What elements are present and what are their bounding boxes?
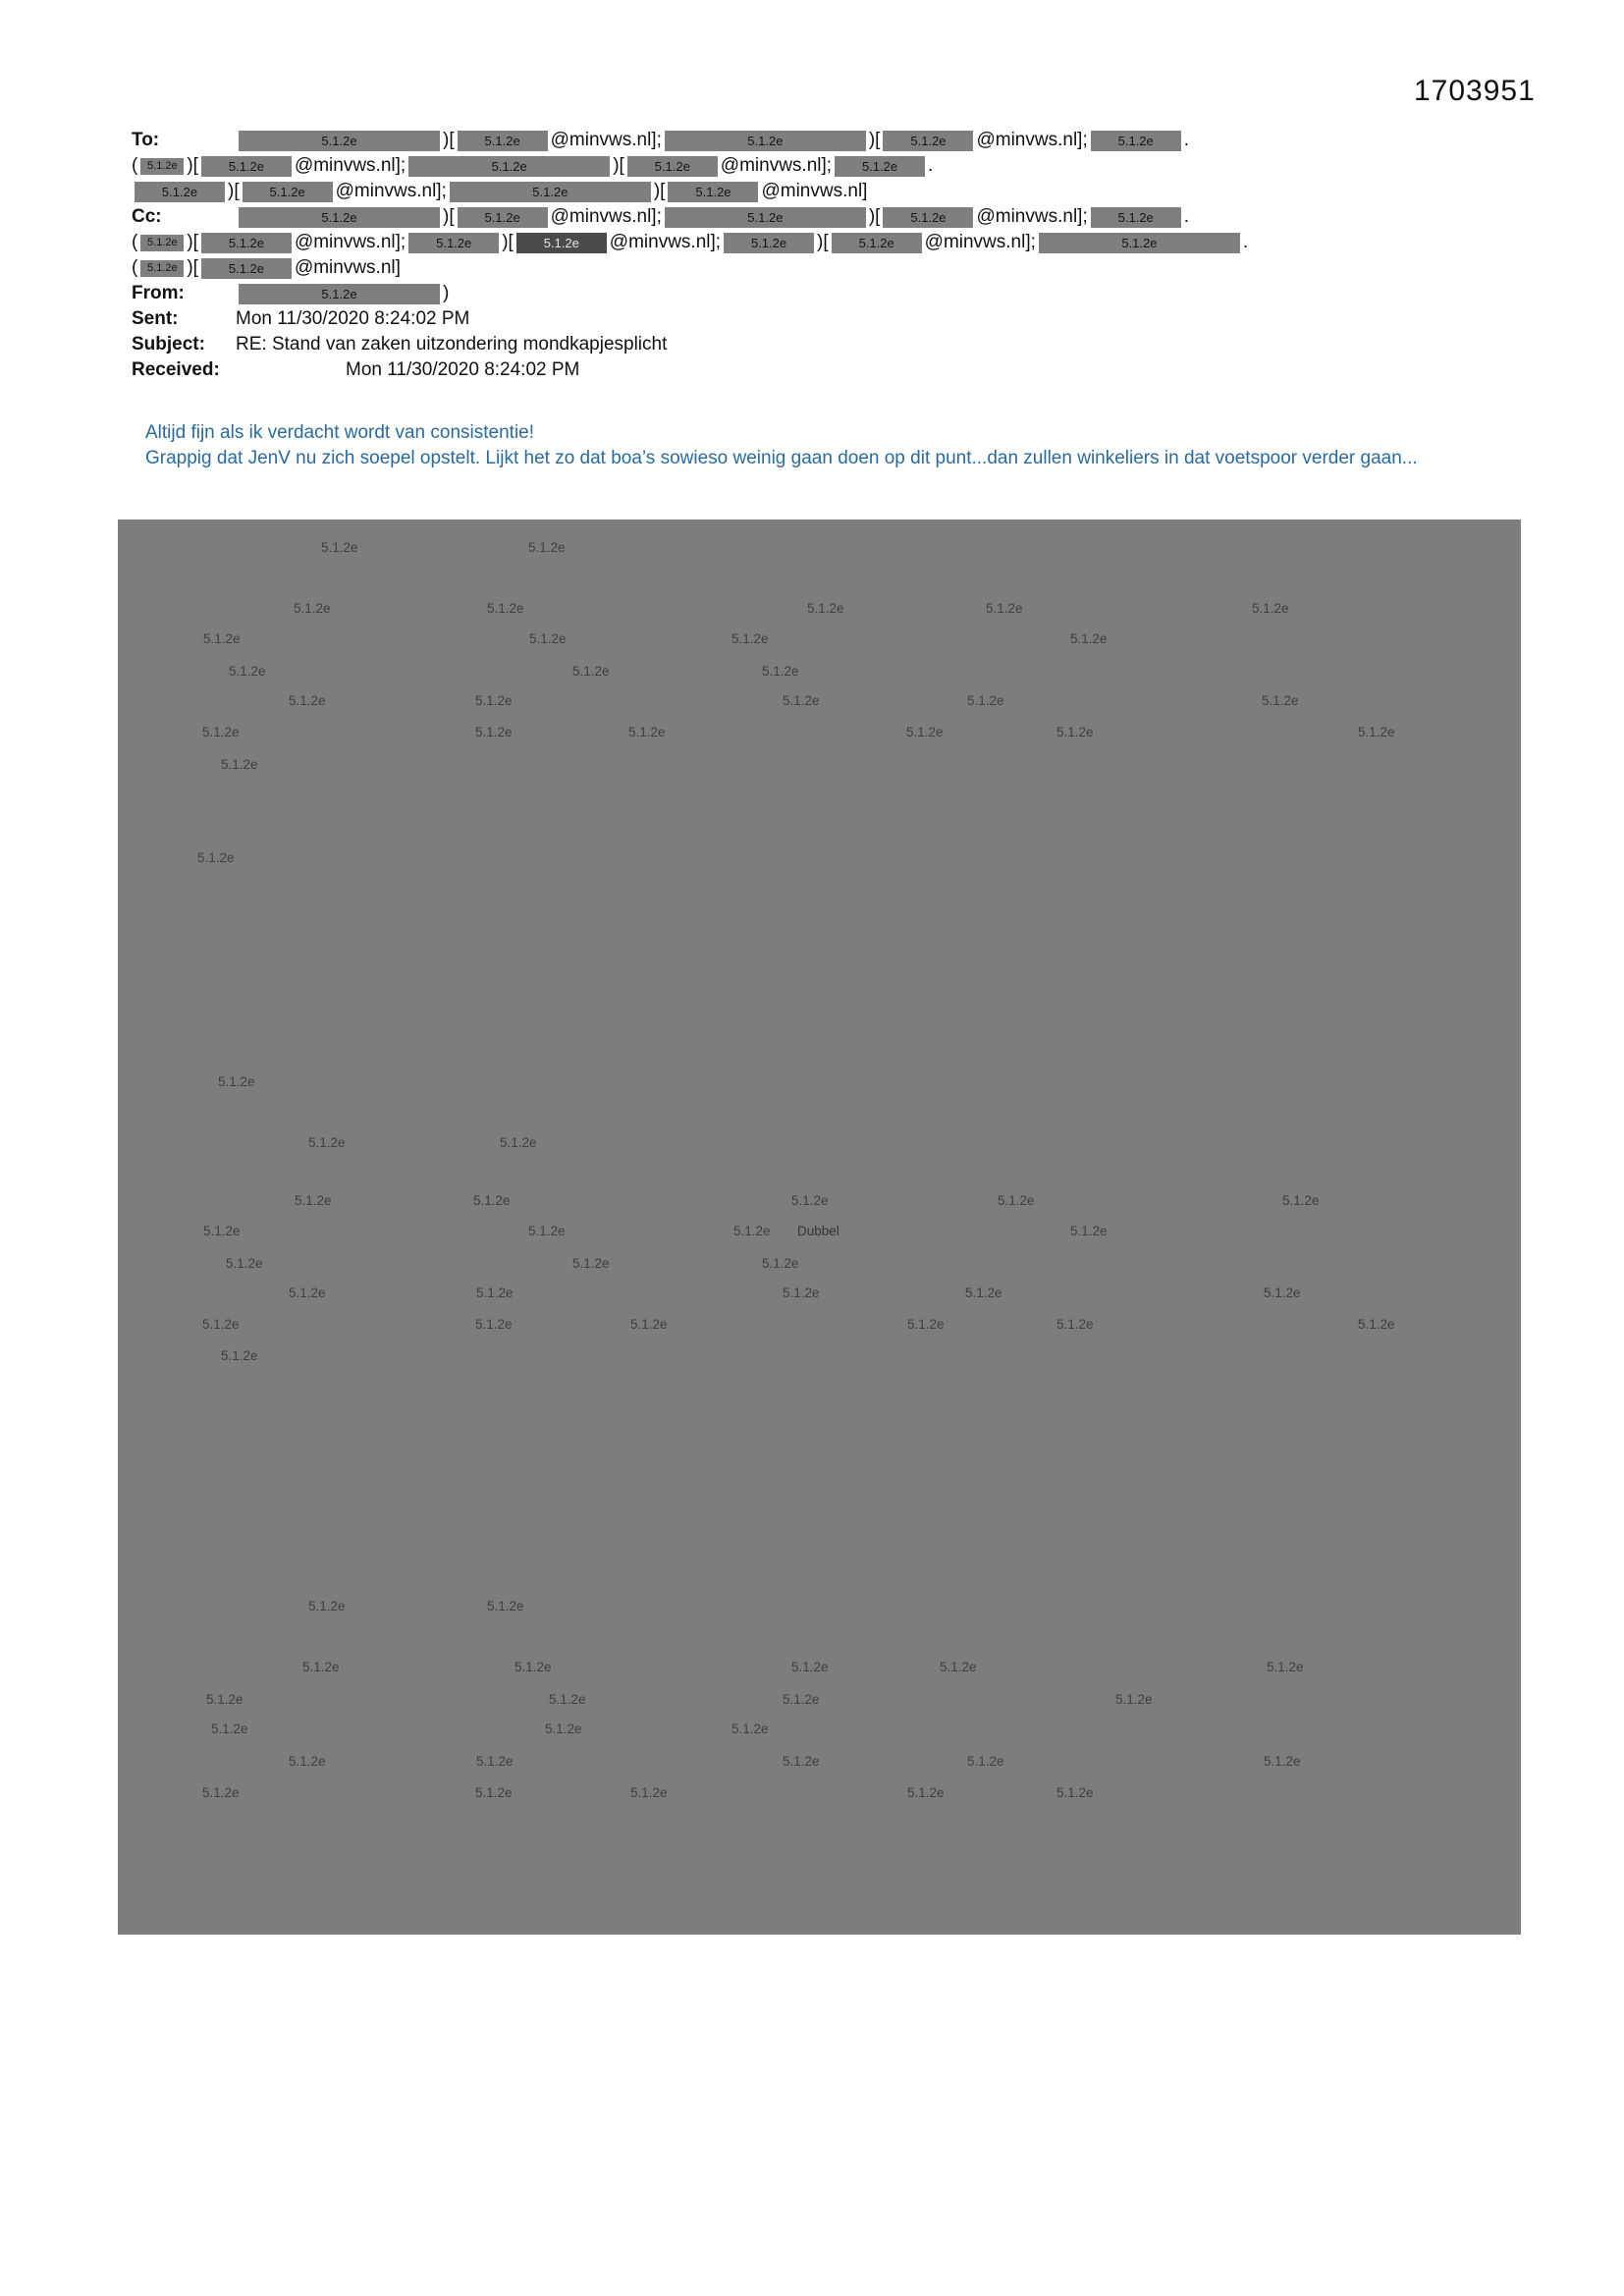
header-line bbox=[132, 357, 1526, 383]
redaction-marker: 5.1.2e bbox=[289, 1754, 326, 1769]
redaction-marker: 5.1.2e bbox=[1358, 725, 1395, 739]
redaction-marker: 5.1.2e bbox=[791, 1193, 829, 1208]
redaction-marker: 5.1.2e bbox=[528, 1224, 566, 1238]
redaction-marker: 5.1.2e bbox=[762, 1256, 799, 1271]
header-text: @minvws.nl] bbox=[761, 181, 868, 201]
header-line bbox=[132, 204, 1526, 230]
redaction-marker: 5.1.2e bbox=[807, 601, 844, 616]
redaction-marker: 5.1.2e bbox=[202, 1317, 240, 1332]
redaction-marker: 5.1.2e bbox=[907, 1317, 945, 1332]
redaction-chip: 5.1.2e bbox=[1039, 233, 1240, 253]
redaction-marker: 5.1.2e bbox=[202, 725, 240, 739]
redaction-marker: 5.1.2e bbox=[965, 1285, 1002, 1300]
redaction-marker: 5.1.2e bbox=[295, 1193, 332, 1208]
redaction-chip: 5.1.2e bbox=[408, 233, 499, 253]
header-text: @minvws.nl]; bbox=[720, 155, 833, 176]
header-text: )[ bbox=[443, 130, 455, 150]
document-number: 1703951 bbox=[1414, 75, 1536, 107]
header-text: Mon 11/30/2020 8:24:02 PM bbox=[346, 359, 580, 380]
redaction-marker: 5.1.2e bbox=[1056, 725, 1094, 739]
redaction-marker: 5.1.2e bbox=[733, 1224, 771, 1238]
redaction-marker: 5.1.2e bbox=[998, 1193, 1035, 1208]
email-body-intro bbox=[145, 420, 1451, 471]
header-text: @minvws.nl]; bbox=[550, 130, 662, 150]
redaction-marker: 5.1.2e bbox=[475, 725, 513, 739]
header-text: @minvws.nl] bbox=[294, 257, 401, 278]
redaction-chip: 5.1.2e bbox=[201, 258, 292, 279]
redaction-marker: 5.1.2e bbox=[572, 1256, 610, 1271]
redaction-marker: 5.1.2e bbox=[940, 1660, 977, 1674]
email-header bbox=[132, 128, 1526, 383]
redaction-marker: 5.1.2e bbox=[487, 1599, 524, 1613]
redaction-marker: 5.1.2e bbox=[1070, 631, 1108, 646]
header-text: @minvws.nl]; bbox=[294, 155, 406, 176]
redaction-marker: 5.1.2e bbox=[476, 1285, 514, 1300]
redaction-marker: 5.1.2e bbox=[783, 1285, 820, 1300]
header-text: )[ bbox=[187, 232, 198, 252]
redaction-marker: 5.1.2e bbox=[475, 1317, 513, 1332]
redaction-marker: 5.1.2e bbox=[545, 1722, 582, 1736]
redaction-marker: 5.1.2e bbox=[549, 1692, 586, 1707]
redaction-marker: 5.1.2e bbox=[1264, 1754, 1301, 1769]
redaction-marker: 5.1.2e bbox=[731, 1722, 769, 1736]
redaction-chip: 5.1.2e bbox=[239, 131, 440, 151]
redaction-marker: 5.1.2e bbox=[218, 1074, 255, 1089]
redaction-marker: 5.1.2e bbox=[967, 693, 1004, 708]
redaction-chip: 5.1.2e bbox=[883, 207, 973, 228]
redaction-marker: 5.1.2e bbox=[221, 1348, 258, 1363]
redaction-marker: 5.1.2e bbox=[308, 1135, 346, 1150]
redaction-chip: 5.1.2e bbox=[665, 131, 866, 151]
redaction-marker: 5.1.2e bbox=[986, 601, 1023, 616]
header-line bbox=[132, 179, 1526, 204]
redaction-marker: 5.1.2e bbox=[229, 664, 266, 679]
unredacted-word: Dubbel bbox=[797, 1224, 839, 1238]
redaction-chip: 5.1.2e bbox=[408, 156, 610, 177]
redaction-marker: 5.1.2e bbox=[762, 664, 799, 679]
redaction-marker: 5.1.2e bbox=[289, 1285, 326, 1300]
redaction-marker: 5.1.2e bbox=[514, 1660, 552, 1674]
redaction-chip: 5.1.2e bbox=[140, 235, 184, 251]
redaction-marker: 5.1.2e bbox=[294, 601, 331, 616]
header-field-label: From: bbox=[132, 283, 185, 303]
redaction-chip: 5.1.2e bbox=[140, 260, 184, 277]
redaction-chip: 5.1.2e bbox=[1091, 131, 1181, 151]
redaction-marker: 5.1.2e bbox=[967, 1754, 1004, 1769]
header-text: )[ bbox=[187, 257, 198, 278]
redaction-chip: 5.1.2e bbox=[201, 156, 292, 177]
redaction-marker: 5.1.2e bbox=[783, 1692, 820, 1707]
redaction-marker: 5.1.2e bbox=[202, 1785, 240, 1800]
redaction-marker: 5.1.2e bbox=[783, 693, 820, 708]
redaction-marker: 5.1.2e bbox=[630, 1317, 668, 1332]
redaction-chip: 5.1.2e bbox=[239, 284, 440, 304]
header-text: Mon 11/30/2020 8:24:02 PM bbox=[236, 308, 470, 329]
redaction-marker: 5.1.2e bbox=[907, 1785, 945, 1800]
header-line bbox=[132, 255, 1526, 281]
redaction-marker: 5.1.2e bbox=[783, 1754, 820, 1769]
header-text: ( bbox=[132, 155, 138, 176]
redaction-chip: 5.1.2e bbox=[201, 233, 292, 253]
redaction-marker: 5.1.2e bbox=[572, 664, 610, 679]
redaction-marker: 5.1.2e bbox=[476, 1754, 514, 1769]
redaction-chip: 5.1.2e bbox=[516, 233, 607, 253]
redaction-marker: 5.1.2e bbox=[475, 693, 513, 708]
redaction-marker: 5.1.2e bbox=[1282, 1193, 1320, 1208]
redaction-marker: 5.1.2e bbox=[1056, 1785, 1094, 1800]
intro-line-2: Grappig dat JenV nu zich soepel opstelt. Lijkt het zo dat boa’s sowieso weinig gaan doen op dit punt...dan zullen winkeliers in dat voetspoor verder gaan... bbox=[145, 448, 1418, 468]
header-field-label: To: bbox=[132, 130, 160, 150]
redaction-marker: 5.1.2e bbox=[211, 1722, 248, 1736]
redaction-marker: 5.1.2e bbox=[500, 1135, 537, 1150]
header-text: )[ bbox=[228, 181, 240, 201]
redaction-marker: 5.1.2e bbox=[1358, 1317, 1395, 1332]
header-text: ( bbox=[132, 257, 138, 278]
redaction-marker: 5.1.2e bbox=[1267, 1660, 1304, 1674]
header-field-label: Received: bbox=[132, 359, 220, 380]
header-text: )[ bbox=[868, 206, 881, 227]
redaction-chip: 5.1.2e bbox=[239, 207, 440, 228]
redaction-chip: 5.1.2e bbox=[140, 158, 184, 175]
header-text: @minvws.nl]; bbox=[335, 181, 447, 201]
intro-line-1: Altijd fijn als ik verdacht wordt van consistentie! bbox=[145, 422, 535, 443]
redaction-marker: 5.1.2e bbox=[221, 757, 258, 772]
header-text: )[ bbox=[817, 232, 829, 252]
header-text: RE: Stand van zaken uitzondering mondkapjesplicht bbox=[236, 334, 668, 355]
header-text: )[ bbox=[653, 181, 666, 201]
header-text: )[ bbox=[443, 206, 455, 227]
redaction-marker: 5.1.2e bbox=[630, 1785, 668, 1800]
redaction-marker: 5.1.2e bbox=[791, 1660, 829, 1674]
header-line bbox=[132, 128, 1526, 153]
header-text: . bbox=[928, 155, 934, 176]
redaction-marker: 5.1.2e bbox=[529, 631, 567, 646]
header-text: @minvws.nl]; bbox=[550, 206, 662, 227]
header-text: @minvws.nl]; bbox=[294, 232, 406, 252]
header-text: )[ bbox=[187, 155, 198, 176]
redaction-marker: 5.1.2e bbox=[203, 1224, 241, 1238]
redaction-marker: 5.1.2e bbox=[308, 1599, 346, 1613]
redaction-marker: 5.1.2e bbox=[1070, 1224, 1108, 1238]
header-text: . bbox=[1183, 206, 1189, 227]
redaction-marker: 5.1.2e bbox=[203, 631, 241, 646]
redaction-marker: 5.1.2e bbox=[906, 725, 944, 739]
header-text: )[ bbox=[502, 232, 514, 252]
header-line bbox=[132, 153, 1526, 179]
redaction-marker: 5.1.2e bbox=[1056, 1317, 1094, 1332]
header-field-label: Subject: bbox=[132, 334, 205, 355]
header-text: )[ bbox=[613, 155, 624, 176]
header-text: ( bbox=[132, 232, 138, 252]
header-text: @minvws.nl]; bbox=[976, 206, 1088, 227]
redaction-marker: 5.1.2e bbox=[731, 631, 769, 646]
header-line bbox=[132, 306, 1526, 332]
redaction-marker: 5.1.2e bbox=[1252, 601, 1289, 616]
redaction-chip: 5.1.2e bbox=[450, 182, 651, 202]
redaction-chip: 5.1.2e bbox=[724, 233, 814, 253]
header-text: ) bbox=[443, 283, 450, 303]
redaction-marker: 5.1.2e bbox=[1115, 1692, 1153, 1707]
redaction-chip: 5.1.2e bbox=[1091, 207, 1181, 228]
header-field-label: Sent: bbox=[132, 308, 179, 329]
redaction-marker: 5.1.2e bbox=[628, 725, 666, 739]
redaction-chip: 5.1.2e bbox=[458, 207, 548, 228]
header-line bbox=[132, 281, 1526, 306]
redaction-marker: 5.1.2e bbox=[206, 1692, 244, 1707]
redaction-marker: 5.1.2e bbox=[289, 693, 326, 708]
redaction-marker: 5.1.2e bbox=[1264, 1285, 1301, 1300]
redaction-marker: 5.1.2e bbox=[473, 1193, 511, 1208]
redaction-marker: 5.1.2e bbox=[226, 1256, 263, 1271]
header-text: . bbox=[1183, 130, 1189, 150]
header-text: . bbox=[1242, 232, 1249, 252]
redaction-chip: 5.1.2e bbox=[832, 233, 922, 253]
header-text: @minvws.nl]; bbox=[976, 130, 1088, 150]
redaction-chip: 5.1.2e bbox=[135, 182, 225, 202]
header-line bbox=[132, 230, 1526, 255]
redaction-chip: 5.1.2e bbox=[665, 207, 866, 228]
redaction-chip: 5.1.2e bbox=[883, 131, 973, 151]
redacted-block bbox=[118, 519, 1521, 1935]
redaction-marker: 5.1.2e bbox=[302, 1660, 340, 1674]
redaction-chip: 5.1.2e bbox=[668, 182, 758, 202]
redaction-marker: 5.1.2e bbox=[487, 601, 524, 616]
redaction-marker: 5.1.2e bbox=[1262, 693, 1299, 708]
header-field-label: Cc: bbox=[132, 206, 162, 227]
header-line bbox=[132, 332, 1526, 357]
header-text: @minvws.nl]; bbox=[609, 232, 722, 252]
header-text: @minvws.nl]; bbox=[924, 232, 1036, 252]
redaction-marker: 5.1.2e bbox=[321, 540, 358, 555]
redaction-chip: 5.1.2e bbox=[243, 182, 333, 202]
redaction-chip: 5.1.2e bbox=[458, 131, 548, 151]
redaction-marker: 5.1.2e bbox=[475, 1785, 513, 1800]
header-text: )[ bbox=[868, 130, 881, 150]
redaction-marker: 5.1.2e bbox=[197, 850, 235, 865]
redaction-marker: 5.1.2e bbox=[528, 540, 566, 555]
redaction-chip: 5.1.2e bbox=[627, 156, 718, 177]
redaction-chip: 5.1.2e bbox=[835, 156, 925, 177]
